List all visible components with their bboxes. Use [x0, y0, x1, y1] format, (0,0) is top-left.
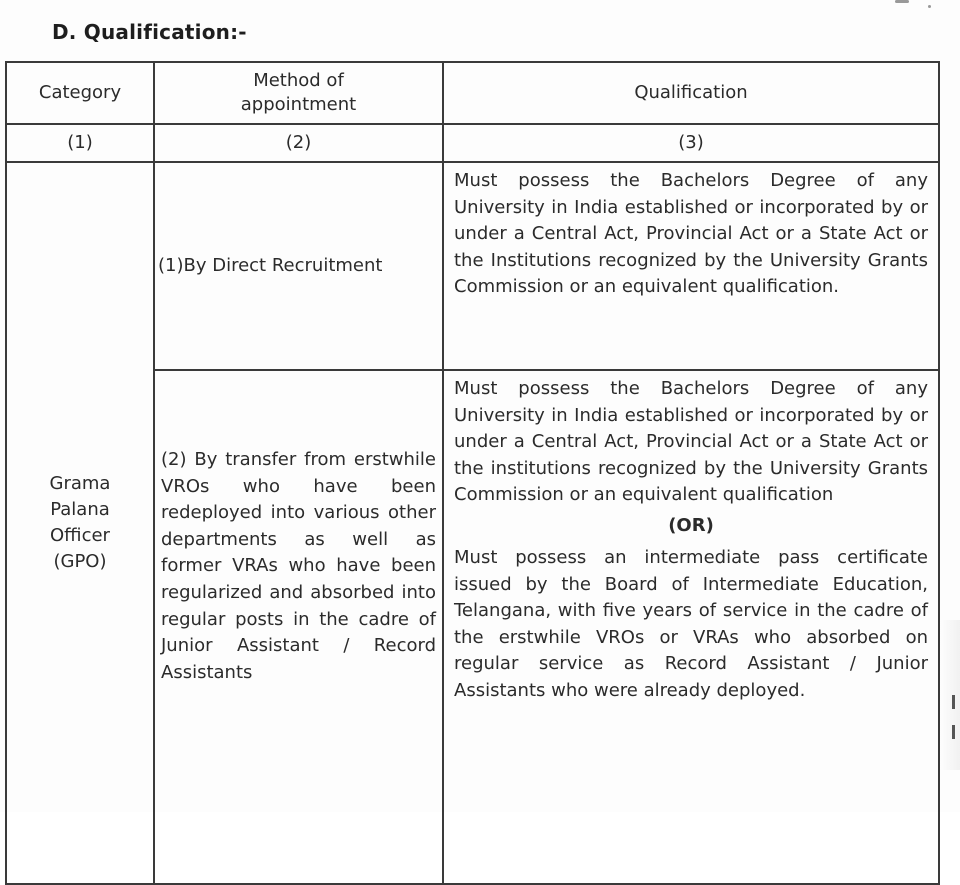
- column-number-3: (3): [443, 124, 939, 162]
- header-method: [154, 62, 443, 124]
- column-number-row: [6, 124, 939, 162]
- page-edge-shadow: [940, 620, 960, 770]
- qualification-direct-recruitment: Must possess the Bachelors Degree of any University in India established or incorporated by or under a Central Act, Provincial Act or a State Act or the Institutions recognized by the University Grants Commission or an equivalent qualification.: [443, 162, 939, 370]
- qualification-table: [5, 61, 940, 885]
- scan-artifact: [895, 0, 909, 3]
- category-cell: [6, 162, 154, 884]
- column-number-1: (1): [6, 124, 154, 162]
- header-method-label: Method of appointment: [240, 70, 357, 115]
- or-separator: (OR): [668, 514, 714, 536]
- scan-artifact: [952, 695, 955, 709]
- header-category: Category: [6, 62, 154, 124]
- table-row: [6, 162, 939, 370]
- scan-artifact: [952, 725, 955, 739]
- section-title: D. Qualification:-: [52, 20, 247, 44]
- category-line: Officer: [50, 525, 110, 546]
- category-line: Palana: [50, 499, 110, 520]
- qualification-option-intermediate: Must possess an intermediate pass certificate issued by the Board of Intermediate Education, Telangana, with five years of service in the cadre of the erstwhile VROs or VRAs who absorbed on regular service as Record Assistant / Junior Assistants who were already deployed.: [454, 547, 928, 701]
- qualification-option-degree: Must possess the Bachelors Degree of any University in India established or incorporated by or under a Central Act, Provincial Act or a State Act or the institutions recognized by the University Grants Commission or an equivalent qualification: [454, 378, 928, 505]
- method-by-transfer: (2) By transfer from erstwhile VROs who have been redeployed into various other departments as well as former VRAs who have been regularized and absorbed into regular posts in the cadre of Junior Assistant / Record Assistants: [154, 370, 443, 884]
- category-line: Grama: [49, 473, 111, 494]
- method-direct-recruitment: (1)By Direct Recruitment: [154, 162, 443, 370]
- table-header-row: [6, 62, 939, 124]
- column-number-2: (2): [154, 124, 443, 162]
- category-line: (GPO): [53, 551, 107, 572]
- header-qualification: Qualification: [443, 62, 939, 124]
- qualification-by-transfer: [443, 370, 939, 884]
- scan-artifact: [928, 5, 931, 8]
